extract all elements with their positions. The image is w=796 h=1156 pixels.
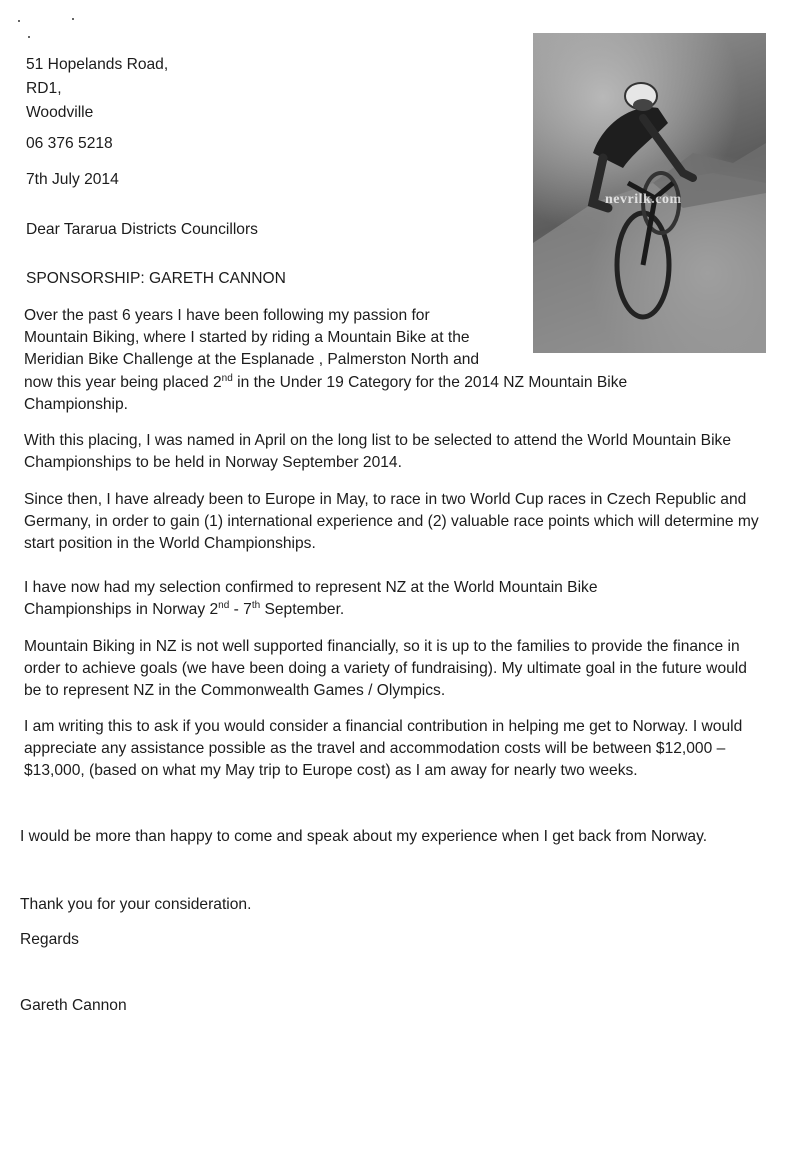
ordinal-suffix: nd — [218, 599, 230, 611]
text-run: Championships in Norway 2 — [24, 601, 219, 618]
paragraph-2: With this placing, I was named in April on the long list to be selected to attend the World Mountain Bike Championships to be held in Norway September 2014. — [24, 432, 732, 471]
signature-name: Gareth Cannon — [20, 997, 127, 1014]
paragraph-line — [24, 372, 764, 394]
sender-address — [26, 54, 168, 126]
address-line: RD1, — [26, 80, 62, 97]
text-run: now this year being placed 2 — [24, 374, 222, 391]
paragraph-line: Championship. — [24, 396, 129, 413]
ordinal-suffix: th — [251, 599, 261, 611]
paragraph-5: Mountain Biking in NZ is not well supported financially, so it is up to the families to provide the finance in order to achieve goals (we have been doing a variety of fundraising). My ultimate goal in the future would be to represent NZ in the Commonwealth Games / Olympics. — [24, 638, 747, 699]
scan-speck — [72, 18, 74, 20]
paragraph-6: I am writing this to ask if you would consider a financial contribution in helping me get to Norway. I would appreciate any assistance possible as the travel and accommodation costs will be between $12,000 – $13,000, (based on what my May trip to Europe cost) as I am away for nearly two weeks. — [24, 718, 743, 779]
address-line: 51 Hopelands Road, — [26, 56, 169, 73]
paragraph-1 — [24, 305, 524, 371]
photo-watermark: nevrilk.com — [605, 192, 682, 207]
scan-speck — [28, 36, 30, 38]
text-run: - 7 — [229, 601, 252, 618]
scan-speck — [18, 20, 20, 22]
subject-line: SPONSORSHIP: GARETH CANNON — [26, 270, 286, 287]
ordinal-suffix: nd — [221, 372, 233, 384]
text-run: in the Under 19 Category for the 2014 NZ Mountain Bike — [232, 374, 628, 391]
paragraph-1-continued — [24, 372, 764, 416]
paragraph-line: Mountain Biking, where I started by riding a Mountain Bike at the — [24, 329, 470, 346]
paragraph-line — [24, 599, 764, 621]
paragraph-line: Over the past 6 years I have been following my passion for — [24, 307, 430, 324]
mountain-bike-photo — [533, 33, 766, 353]
address-line: Woodville — [26, 104, 94, 121]
salutation: Dear Tararua Districts Councillors — [26, 221, 258, 238]
letter-date: 7th July 2014 — [26, 171, 119, 188]
paragraph-line: I have now had my selection confirmed to represent NZ at the World Mountain Bike — [24, 579, 598, 596]
paragraph-4 — [24, 577, 764, 621]
text-run: September. — [260, 601, 345, 618]
paragraph-line: Meridian Bike Challenge at the Esplanade , Palmerston North and — [24, 351, 480, 368]
regards-line: Regards — [20, 931, 79, 948]
thanks-line: Thank you for your consideration. — [20, 896, 252, 913]
paragraph-7: I would be more than happy to come and speak about my experience when I get back from Norway. — [20, 828, 708, 845]
paragraph-3: Since then, I have already been to Europe in May, to race in two World Cup races in Czech Republic and Germany, in order to gain (1) international experience and (2) valuable race points which will determine my start position in the World Championships. — [24, 491, 759, 552]
sender-phone: 06 376 5218 — [26, 135, 113, 152]
